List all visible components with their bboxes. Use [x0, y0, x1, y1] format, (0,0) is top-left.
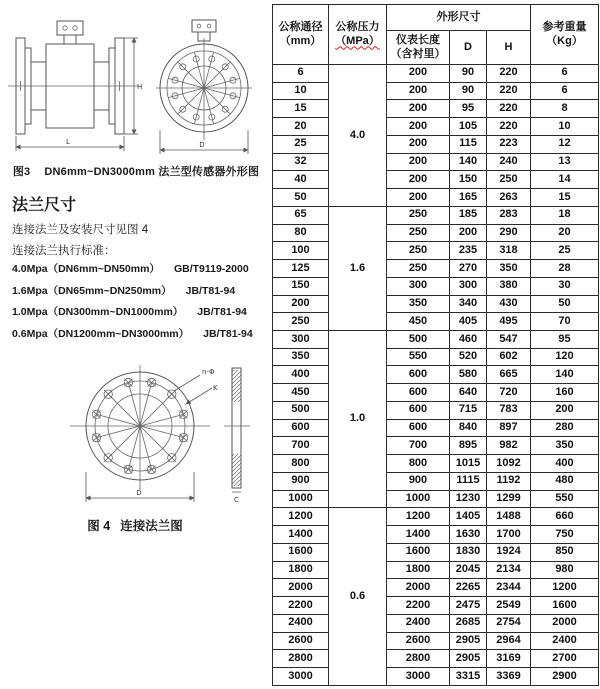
table-row [273, 277, 599, 295]
table-row [273, 472, 599, 490]
table-row [273, 667, 599, 685]
cell-diameter: 40 [273, 171, 329, 189]
cell-d: 840 [450, 419, 487, 437]
flange-standards-list [12, 261, 262, 341]
cell-weight: 160 [531, 384, 599, 402]
cell-diameter: 800 [273, 455, 329, 473]
cell-h: 547 [487, 331, 531, 349]
cell-h: 430 [487, 295, 531, 313]
cell-pressure-group: 1.6 [329, 206, 387, 330]
cell-weight: 200 [531, 401, 599, 419]
cell-h: 2344 [487, 579, 531, 597]
cell-diameter: 15 [273, 100, 329, 118]
dimension-label-d: D [136, 489, 142, 497]
cell-weight: 550 [531, 490, 599, 508]
cell-h: 2134 [487, 561, 531, 579]
cell-diameter: 1400 [273, 526, 329, 544]
cell-weight: 50 [531, 295, 599, 313]
cell-d: 1405 [450, 508, 487, 526]
cell-length: 200 [387, 82, 450, 100]
cell-h: 665 [487, 366, 531, 384]
cell-weight: 2400 [531, 632, 599, 650]
cell-diameter: 1800 [273, 561, 329, 579]
cell-h: 1924 [487, 543, 531, 561]
cell-h: 350 [487, 260, 531, 278]
cell-weight: 140 [531, 366, 599, 384]
figure-3-drawing [6, 18, 262, 162]
col-header-length-line2: （含衬里） [390, 47, 446, 60]
cell-h: 495 [487, 313, 531, 331]
cell-length: 500 [387, 331, 450, 349]
cell-h: 720 [487, 384, 531, 402]
cell-diameter: 25 [273, 135, 329, 153]
cell-h: 250 [487, 171, 531, 189]
cell-h: 982 [487, 437, 531, 455]
cell-length: 450 [387, 313, 450, 331]
section-title-flange-dimensions: 法兰尺寸 [12, 197, 77, 214]
col-header-diameter-label: 公称通径 [278, 20, 323, 33]
cell-weight: 660 [531, 508, 599, 526]
cell-d: 715 [450, 401, 487, 419]
cell-h: 220 [487, 100, 531, 118]
col-header-length-line1: 仪表长度 [396, 33, 440, 46]
table-row [273, 153, 599, 171]
cell-diameter: 125 [273, 260, 329, 278]
cell-pressure-group: 4.0 [329, 65, 387, 207]
cell-length: 200 [387, 153, 450, 171]
cell-h: 1488 [487, 508, 531, 526]
table-row [273, 384, 599, 402]
col-header-h: H [487, 31, 531, 65]
col-header-pressure-unit: （MPa） [335, 34, 380, 47]
cell-d: 1115 [450, 472, 487, 490]
col-header-weight-label: 参考重量 [542, 20, 587, 33]
dimension-label-h: H [137, 83, 143, 91]
table-row [273, 313, 599, 331]
cell-diameter: 50 [273, 189, 329, 207]
flange-note-line2: 连接法兰执行标准： [12, 245, 116, 257]
cell-length: 900 [387, 472, 450, 490]
cell-d: 2685 [450, 614, 487, 632]
table-row [273, 135, 599, 153]
cell-d: 895 [450, 437, 487, 455]
table-row [273, 597, 599, 615]
table-row [273, 526, 599, 544]
cell-d: 140 [450, 153, 487, 171]
table-row [273, 508, 599, 526]
cell-length: 600 [387, 384, 450, 402]
cell-h: 783 [487, 401, 531, 419]
cell-length: 250 [387, 242, 450, 260]
table-row [273, 206, 599, 224]
cell-d: 165 [450, 189, 487, 207]
cell-h: 2964 [487, 632, 531, 650]
cell-weight: 8 [531, 100, 599, 118]
cell-length: 2600 [387, 632, 450, 650]
cell-pressure-group: 1.0 [329, 331, 387, 508]
cell-d: 235 [450, 242, 487, 260]
cell-d: 2905 [450, 650, 487, 668]
standard-spec: 1.0Mpa（DN300mm~DN1000mm） [12, 306, 184, 318]
cell-length: 600 [387, 419, 450, 437]
dimensions-table [272, 4, 599, 686]
table-row [273, 260, 599, 278]
table-row [273, 189, 599, 207]
cell-h: 220 [487, 118, 531, 136]
standard-code: GB/T9119-2000 [173, 263, 249, 275]
col-header-pressure-label: 公称压力 [335, 20, 380, 33]
col-header-length [387, 31, 450, 65]
cell-weight: 6 [531, 82, 599, 100]
cell-weight: 2900 [531, 667, 599, 685]
cell-length: 600 [387, 401, 450, 419]
cell-h: 2549 [487, 597, 531, 615]
cell-h: 3369 [487, 667, 531, 685]
cell-diameter: 600 [273, 419, 329, 437]
cell-d: 3315 [450, 667, 487, 685]
cell-length: 600 [387, 366, 450, 384]
cell-diameter: 1000 [273, 490, 329, 508]
cell-d: 2265 [450, 579, 487, 597]
cell-weight: 30 [531, 277, 599, 295]
cell-length: 1000 [387, 490, 450, 508]
cell-length: 3000 [387, 667, 450, 685]
table-row [273, 437, 599, 455]
cell-h: 220 [487, 82, 531, 100]
figure-4-title: 连接法兰图 [120, 519, 183, 533]
cell-diameter: 200 [273, 295, 329, 313]
dimension-label-d: D [199, 141, 205, 149]
cell-weight: 120 [531, 348, 599, 366]
dimension-label-c: C [234, 496, 239, 504]
cell-diameter: 2800 [273, 650, 329, 668]
cell-d: 2905 [450, 632, 487, 650]
cell-h: 290 [487, 224, 531, 242]
cell-diameter: 500 [273, 401, 329, 419]
cell-length: 2000 [387, 579, 450, 597]
cell-diameter: 900 [273, 472, 329, 490]
cell-h: 2754 [487, 614, 531, 632]
cell-weight: 2700 [531, 650, 599, 668]
table-row [273, 100, 599, 118]
cell-weight: 20 [531, 224, 599, 242]
cell-d: 95 [450, 100, 487, 118]
cell-d: 520 [450, 348, 487, 366]
table-row [273, 366, 599, 384]
cell-diameter: 700 [273, 437, 329, 455]
cell-weight: 6 [531, 65, 599, 83]
cell-diameter: 2600 [273, 632, 329, 650]
cell-diameter: 2400 [273, 614, 329, 632]
table-row [273, 295, 599, 313]
standard-spec: 0.6Mpa（DN1200mm~DN3000mm） [12, 327, 190, 340]
cell-weight: 400 [531, 455, 599, 473]
cell-weight: 18 [531, 206, 599, 224]
figure-3-title: DN6mm~DN3000mm 法兰型传感器外形图 [44, 166, 260, 178]
cell-weight: 480 [531, 472, 599, 490]
cell-h: 3169 [487, 650, 531, 668]
label-k: K [213, 384, 218, 392]
cell-d: 460 [450, 331, 487, 349]
standard-line [12, 283, 262, 298]
cell-diameter: 1200 [273, 508, 329, 526]
cell-weight: 12 [531, 135, 599, 153]
cell-diameter: 20 [273, 118, 329, 136]
cell-weight: 28 [531, 260, 599, 278]
table-row [273, 419, 599, 437]
cell-weight: 14 [531, 171, 599, 189]
cell-d: 150 [450, 171, 487, 189]
table-row [273, 171, 599, 189]
cell-d: 270 [450, 260, 487, 278]
cell-diameter: 400 [273, 366, 329, 384]
label-bolt-count: n-Φ [202, 368, 215, 376]
table-row [273, 82, 599, 100]
cell-d: 1630 [450, 526, 487, 544]
cell-pressure-group: 0.6 [329, 508, 387, 686]
cell-d: 300 [450, 277, 487, 295]
cell-h: 220 [487, 65, 531, 83]
figure-3-number: 图3 [12, 166, 31, 178]
table-row [273, 632, 599, 650]
cell-length: 250 [387, 224, 450, 242]
cell-h: 283 [487, 206, 531, 224]
table-row [273, 614, 599, 632]
cell-diameter: 1600 [273, 543, 329, 561]
figure-3-caption [6, 163, 266, 179]
cell-d: 1015 [450, 455, 487, 473]
standard-line [12, 304, 262, 319]
cell-weight: 750 [531, 526, 599, 544]
figure-3 [6, 18, 262, 162]
figure-4-drawing [52, 360, 266, 512]
cell-h: 263 [487, 189, 531, 207]
cell-diameter: 2200 [273, 597, 329, 615]
cell-length: 300 [387, 277, 450, 295]
cell-diameter: 80 [273, 224, 329, 242]
cell-d: 200 [450, 224, 487, 242]
cell-d: 340 [450, 295, 487, 313]
cell-d: 90 [450, 65, 487, 83]
standard-line [12, 261, 262, 276]
cell-diameter: 250 [273, 313, 329, 331]
cell-h: 1700 [487, 526, 531, 544]
table-row [273, 242, 599, 260]
cell-length: 800 [387, 455, 450, 473]
cell-length: 1400 [387, 526, 450, 544]
standard-spec: 1.6Mpa（DN65mm~DN250mm） [12, 284, 172, 297]
standard-code: JB/T81-94 [197, 306, 247, 318]
standard-code: JB/T81-94 [185, 284, 236, 297]
cell-d: 105 [450, 118, 487, 136]
flange-note-line1: 连接法兰及安装尺寸见图 4 [12, 224, 149, 236]
cell-weight: 1200 [531, 579, 599, 597]
cell-h: 1192 [487, 472, 531, 490]
cell-diameter: 6 [273, 65, 329, 83]
cell-diameter: 32 [273, 153, 329, 171]
cell-length: 550 [387, 348, 450, 366]
cell-diameter: 2000 [273, 579, 329, 597]
col-header-weight [531, 5, 599, 65]
cell-h: 318 [487, 242, 531, 260]
table-row [273, 401, 599, 419]
standard-spec: 4.0Mpa（DN6mm~DN50mm） [12, 263, 160, 275]
cell-length: 350 [387, 295, 450, 313]
table-row [273, 65, 599, 83]
table-row [273, 348, 599, 366]
figure-4 [52, 360, 266, 512]
table-row [273, 543, 599, 561]
col-header-diameter [273, 5, 329, 65]
cell-length: 1200 [387, 508, 450, 526]
cell-diameter: 100 [273, 242, 329, 260]
dimension-label-l: L [66, 138, 70, 146]
table-body [273, 65, 599, 686]
cell-weight: 280 [531, 419, 599, 437]
cell-weight: 980 [531, 561, 599, 579]
table-row [273, 118, 599, 136]
cell-length: 200 [387, 171, 450, 189]
cell-weight: 70 [531, 313, 599, 331]
cell-length: 1800 [387, 561, 450, 579]
cell-length: 2200 [387, 597, 450, 615]
cell-diameter: 10 [273, 82, 329, 100]
table-row [273, 331, 599, 349]
cell-weight: 850 [531, 543, 599, 561]
table-row [273, 224, 599, 242]
cell-length: 200 [387, 189, 450, 207]
cell-d: 640 [450, 384, 487, 402]
cell-d: 580 [450, 366, 487, 384]
cell-length: 200 [387, 135, 450, 153]
cell-h: 223 [487, 135, 531, 153]
cell-weight: 95 [531, 331, 599, 349]
cell-d: 115 [450, 135, 487, 153]
cell-diameter: 300 [273, 331, 329, 349]
table-row [273, 455, 599, 473]
cell-h: 897 [487, 419, 531, 437]
cell-weight: 10 [531, 118, 599, 136]
cell-weight: 350 [531, 437, 599, 455]
cell-d: 405 [450, 313, 487, 331]
cell-d: 90 [450, 82, 487, 100]
col-header-weight-unit: （Kg） [546, 34, 583, 47]
col-header-diameter-unit: （mm） [279, 34, 322, 47]
cell-weight: 25 [531, 242, 599, 260]
standard-line [12, 326, 262, 341]
cell-d: 1230 [450, 490, 487, 508]
cell-h: 1299 [487, 490, 531, 508]
cell-length: 200 [387, 100, 450, 118]
cell-length: 2800 [387, 650, 450, 668]
cell-h: 1092 [487, 455, 531, 473]
cell-weight: 15 [531, 189, 599, 207]
cell-length: 250 [387, 260, 450, 278]
cell-d: 1830 [450, 543, 487, 561]
cell-length: 200 [387, 118, 450, 136]
cell-d: 2475 [450, 597, 487, 615]
cell-length: 2400 [387, 614, 450, 632]
table-row [273, 561, 599, 579]
cell-h: 240 [487, 153, 531, 171]
cell-length: 250 [387, 206, 450, 224]
cell-d: 2045 [450, 561, 487, 579]
cell-diameter: 65 [273, 206, 329, 224]
cell-diameter: 3000 [273, 667, 329, 685]
standard-code: JB/T81-94 [203, 327, 253, 340]
figure-4-number: 图 4 [87, 519, 111, 533]
figure-4-caption [50, 516, 220, 534]
cell-diameter: 350 [273, 348, 329, 366]
col-header-dimensions: 外形尺寸 [387, 5, 531, 31]
cell-length: 1600 [387, 543, 450, 561]
table-row [273, 579, 599, 597]
cell-d: 185 [450, 206, 487, 224]
cell-length: 700 [387, 437, 450, 455]
col-header-pressure [329, 5, 387, 65]
cell-h: 602 [487, 348, 531, 366]
col-header-d: D [450, 31, 487, 65]
cell-weight: 2000 [531, 614, 599, 632]
cell-diameter: 450 [273, 384, 329, 402]
cell-weight: 1600 [531, 597, 599, 615]
cell-diameter: 150 [273, 277, 329, 295]
cell-h: 380 [487, 277, 531, 295]
table-row [273, 490, 599, 508]
table-row [273, 650, 599, 668]
cell-weight: 13 [531, 153, 599, 171]
cell-length: 200 [387, 65, 450, 83]
